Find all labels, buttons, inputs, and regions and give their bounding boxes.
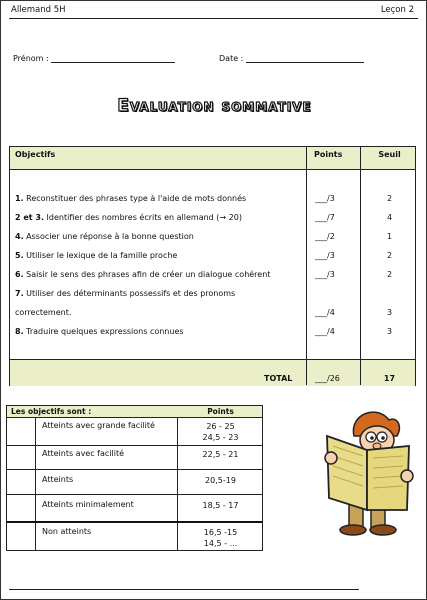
result-label: Atteints avec facilité xyxy=(42,449,125,458)
signature-line[interactable] xyxy=(9,589,359,590)
result-points xyxy=(177,449,264,460)
objective-number: 8. xyxy=(15,327,24,336)
date-line[interactable] xyxy=(246,54,364,63)
results-points-header: Points xyxy=(207,407,234,416)
objective-seuil: 2 xyxy=(386,251,393,260)
objective-seuil: 3 xyxy=(386,308,393,317)
points-header: Points xyxy=(314,150,343,159)
row-divider xyxy=(7,494,262,495)
result-points-line: 14,5 - ... xyxy=(203,539,238,548)
objective-seuil: 1 xyxy=(386,232,393,241)
result-label: Atteints avec grande facilité xyxy=(42,421,155,430)
row-divider xyxy=(7,521,262,523)
prenom-line[interactable] xyxy=(51,54,175,63)
objective-row xyxy=(10,191,415,207)
page-title: Evaluation sommative xyxy=(117,96,312,116)
objective-number: 2 et 3. xyxy=(15,213,44,222)
prenom-label: Prénom : xyxy=(13,54,49,63)
objective-number: 1. xyxy=(15,194,24,203)
objective-points[interactable]: ___/3 xyxy=(315,194,335,203)
objectives-header-band xyxy=(10,147,415,169)
result-points xyxy=(177,475,264,486)
objective-row xyxy=(10,267,415,283)
objective-text: Traduire quelques expressions connues xyxy=(26,327,184,336)
objective-number: 5. xyxy=(15,251,24,260)
objective-points[interactable]: ___/7 xyxy=(315,213,335,222)
objective-row xyxy=(10,229,415,245)
reading-boy-icon xyxy=(319,406,419,538)
objective-text: Associer une réponse à la bonne question xyxy=(26,232,194,241)
result-points xyxy=(177,527,264,549)
result-points-line: 16,5 -15 xyxy=(203,528,238,537)
result-label: Atteints minimalement xyxy=(42,500,134,509)
row-divider xyxy=(10,359,415,360)
row-divider xyxy=(7,469,262,470)
total-points[interactable]: ___/26 xyxy=(315,374,340,383)
objective-seuil: 2 xyxy=(386,270,393,279)
prenom-field[interactable] xyxy=(13,54,175,63)
header-divider xyxy=(9,18,418,19)
results-label-header: Les objectifs sont : xyxy=(11,407,92,416)
row-divider xyxy=(7,445,262,446)
objective-row xyxy=(10,210,415,226)
result-label: Atteints xyxy=(42,475,74,484)
results-table xyxy=(6,405,263,551)
objective-number: 4. xyxy=(15,232,24,241)
col-divider xyxy=(306,147,307,385)
objectifs-header: Objectifs xyxy=(15,150,56,159)
objective-row xyxy=(10,305,415,321)
objective-number: 6. xyxy=(15,270,24,279)
result-points-line: 18,5 - 17 xyxy=(202,501,239,510)
objective-seuil: 3 xyxy=(386,327,393,336)
objective-seuil: 2 xyxy=(386,194,393,203)
checkbox-col-divider xyxy=(35,418,36,550)
total-band xyxy=(10,359,415,386)
subject-label: Allemand 5H xyxy=(11,5,66,15)
result-points-line: 20,5-19 xyxy=(205,476,236,485)
date-field[interactable] xyxy=(219,54,364,63)
objective-text: Saisir le sens des phrases afin de créer un dialogue cohérent xyxy=(26,270,271,279)
objective-points[interactable]: ___/3 xyxy=(315,251,335,260)
objective-seuil: 4 xyxy=(386,213,393,222)
lesson-label: Leçon 2 xyxy=(380,5,414,15)
result-points xyxy=(177,421,264,443)
date-label: Date : xyxy=(219,54,244,63)
objective-points[interactable]: ___/4 xyxy=(315,308,335,317)
objective-text: Utiliser des déterminants possessifs et des pronoms xyxy=(26,289,236,298)
col-divider xyxy=(360,147,361,385)
result-points xyxy=(177,500,264,511)
objective-row xyxy=(10,248,415,264)
objective-points[interactable]: ___/2 xyxy=(315,232,335,241)
objective-number: 7. xyxy=(15,289,24,298)
objective-points[interactable]: ___/4 xyxy=(315,327,335,336)
objective-row xyxy=(10,324,415,340)
total-label: TOTAL xyxy=(264,374,293,383)
objective-row xyxy=(10,286,415,302)
objective-text: Reconstituer des phrases type à l'aide de mots donnés xyxy=(26,194,247,203)
result-points-line: 26 - 25 xyxy=(206,422,235,431)
objectives-table xyxy=(9,146,416,386)
objective-text: Identifier des nombres écrits en allemand (→ 20) xyxy=(46,213,242,222)
objective-points[interactable]: ___/3 xyxy=(315,270,335,279)
result-label: Non atteints xyxy=(42,527,92,536)
result-points-line: 22,5 - 21 xyxy=(202,450,239,459)
objective-text: Utiliser le lexique de la famille proche xyxy=(26,251,178,260)
seuil-header: Seuil xyxy=(378,150,401,159)
result-points-line: 24,5 - 23 xyxy=(202,433,239,442)
row-divider xyxy=(10,169,415,170)
objective-text: correctement. xyxy=(15,308,72,317)
total-seuil: 17 xyxy=(383,374,396,383)
